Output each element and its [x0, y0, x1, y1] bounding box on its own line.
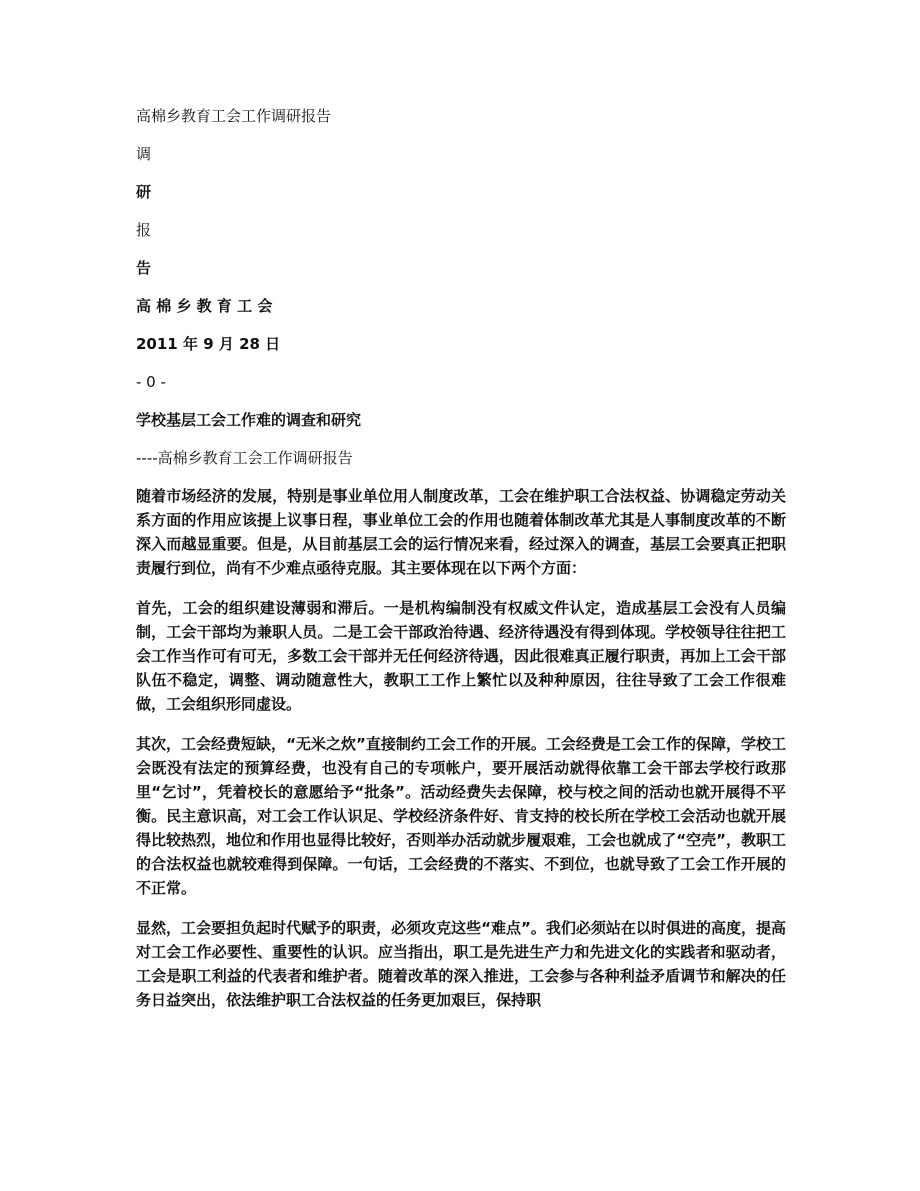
- title-char-bao: 报: [136, 221, 152, 239]
- title-char-yan: 研: [136, 183, 152, 201]
- organization-name: 高 棉 乡 教 育 工 会: [136, 297, 273, 315]
- paragraph-third: 显然，工会要担负起时代赋予的职责，必须攻克这些“难点”。我们必须站在以时俱进的高度，提高对工会工作必要性、重要性的认识。应当指出，职工是先进生产力和先进文化的实践者和驱动者，工会是职工利益的代表者和维护者。随着改革的深入推进，工会参与各种利益矛盾调节和解决的任务日益突出，依法维护职工合法权益的任务更加艰巨，保持职: [136, 919, 786, 1009]
- section-heading: 学校基层工会工作难的调查和研究: [136, 411, 362, 429]
- document-title: 高棉乡教育工会工作调研报告: [136, 107, 332, 125]
- document-page: [136, 104, 786, 1012]
- title-char-gao: 告: [136, 259, 152, 277]
- paragraph-intro: 随着市场经济的发展，特别是事业单位用人制度改革，工会在维护职工合法权益、协调稳定劳动关系方面的作用应该提上议事日程，事业单位工会的作用也随着体制改革尤其是人事制度改革的不断深入而越显重要。但是，从目前基层工会的运行情况来看，经过深入的调查，基层工会要真正把职责履行到位，尚有不少难点亟待克服。其主要体现在以下两个方面：: [136, 487, 786, 577]
- paragraph-second: 其次，工会经费短缺，“无米之炊”直接制约工会工作的开展。工会经费是工会工作的保障，学校工会既没有法定的预算经费，也没有自己的专项帐户，要开展活动就得依靠工会干部去学校行政那里“乞讨”，凭着校长的意愿给予“批条”。活动经费失去保障，校与校之间的活动也就开展得不平衡。民主意识高，对工会工作认识足、学校经济条件好、肯支持的校长所在学校工会活动也就开展得比较热烈，地位和作用也显得比较好，否则举办活动就步履艰难，工会也就成了“空壳”，教职工的合法权益也就较难得到保障。一句话，工会经费的不落实、不到位，也就导致了工会工作开展的不正常。: [136, 735, 786, 897]
- page-marker: - 0 -: [136, 373, 166, 391]
- title-char-diao: 调: [136, 145, 152, 163]
- paragraph-first: 首先，工会的组织建设薄弱和滞后。一是机构编制没有权威文件认定，造成基层工会没有人员编制，工会干部均为兼职人员。二是工会干部政治待遇、经济待遇没有得到体现。学校领导往往把工会工作当作可有可无，多数工会干部并无任何经济待遇，因此很难真正履行职责，再加上工会干部队伍不稳定，调整、调动随意性大，教职工工作上繁忙以及种种原因，往往导致了工会工作很难做，工会组织形同虚设。: [136, 599, 786, 713]
- section-subheading: ----高棉乡教育工会工作调研报告: [136, 449, 353, 467]
- report-date: 2011 年 9 月 28 日: [136, 335, 281, 353]
